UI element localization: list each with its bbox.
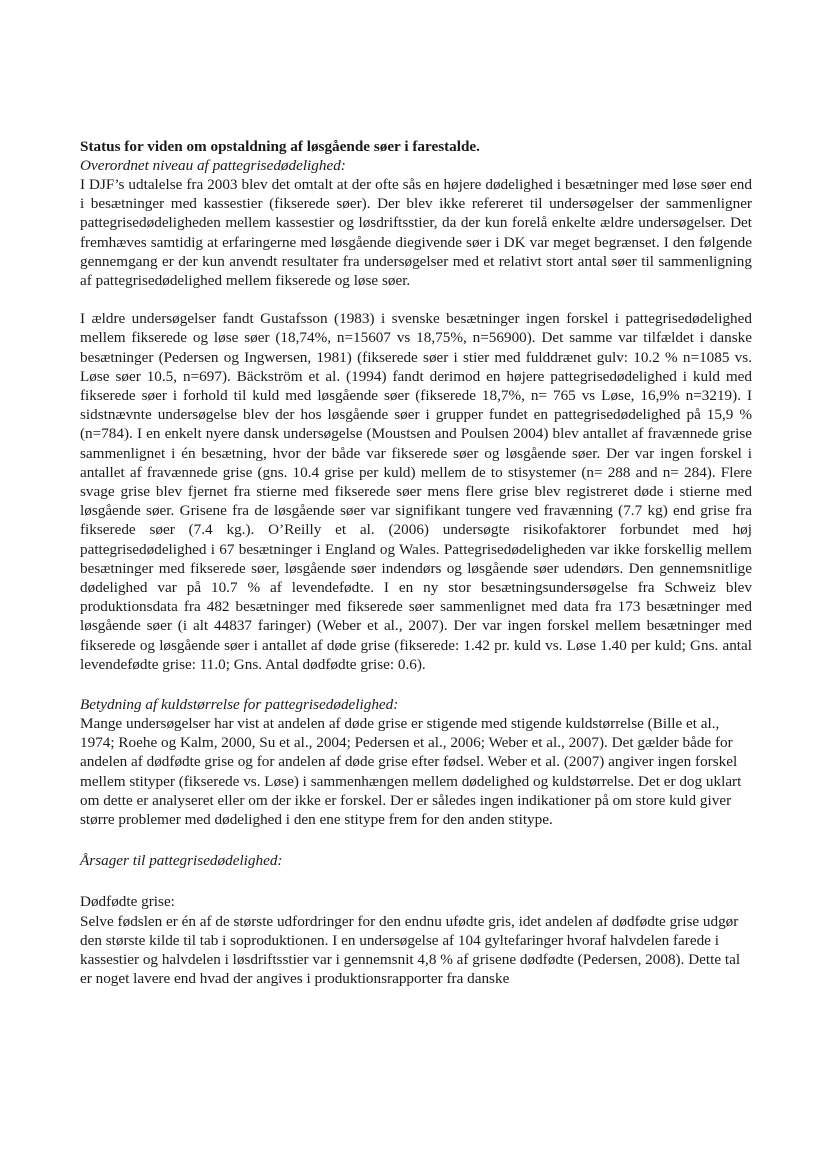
subheading-stillborn: Dødfødte grise: [80,893,175,911]
section-heading-causes: Årsager til pattegrisedødelighed: [80,852,283,870]
paragraph-djf-statement: I DJF’s udtalelse fra 2003 blev det omtalt at der ofte sås en højere dødelighed i besætninger med løse søer end i besætninger med kassestier (fikserede søer). Der blev ikke refereret til undersøgelser der sammenligner pattegrisedødeligheden mellem kassestier og løsdriftsstier, da der kun forelå enkelte ældre undersøgelser. Det fremhæves samtidig at erfaringerne med løsgående diegivende søer i DK var meget begrænset. I den følgende gennemgang er der kun anvendt resultater fra undersøgelser med et relativt stort antal søer til sammenligning af pattegrisedødelighed mellem fikserede og løse søer. [80,176,752,290]
paragraph-litter-size: Mange undersøgelser har vist at andelen af døde grise er stigende med stigende kuldstørrelse (Bille et al., 1974; Roehe og Kalm, 2000, Su et al., 2004; Pedersen et al., 2006; Weber et al., 2007). Det gælder både for andelen af dødfødte grise og for andelen af døde grise efter fødsel. Weber et al. (2007) angiver ingen forskel mellem stityper (fikserede vs. Løse) i sammenhængen mellem dødelighed og kuldstørrelse. Det er dog uklart om dette er analyseret eller om der ikke er forskel. Der er således ingen indikationer på om store kuld giver større problemer med dødelighed i den ene stitype frem for den anden stitype. [80,715,742,829]
paragraph-older-studies: I ældre undersøgelser fandt Gustafsson (1983) i svenske besætninger ingen forskel i pattegrisedødelighed mellem fikserede og løse søer (18,74%, n=15607 vs 18,75%, n=56900). Det samme var tilfældet i danske besætninger (Pedersen og Ingwersen, 1981) (fikserede søer i stier med fulddrænet gulv: 10.2 % n=1085 vs. Løse søer 10.5, n=697). Bäckström et al. (1994) fandt derimod en højere pattegrisedødelighed i kuld med fikserede søer i forhold til kuld med løsgående søer (fikserede 18,7%, n= 765 vs Løse, 16,9% n=3219). I sidstnævnte undersøgelse blev der hos løsgående søer i grupper fundet en pattegrisedødelighed på 15,9 % (n=784). I en enkelt nyere dansk undersøgelse (Moustsen and Poulsen 2004) blev antallet af fravænnede grise sammenlignet i én besætning, hvor der både var fikserede søer og løsgående søer. Der var ingen forskel i antallet af fravænnede grise (gns. 10.4 grise per kuld) mellem de to stisystemer (n= 288 and n= 284). Flere svage grise blev fjernet fra stierne med fikserede søer mens flere grise blev registreret døde i stierne med løsgående søer. Grisene fra de løsgående søer var signifikant tungere ved fravænning (7.7 kg) end grise fra fikserede søer (7.4 kg.). O’Reilly et al. (2006) undersøgte risikofaktorer forbundet med høj pattegrisedødelighed i 67 besætninger i England og Wales. Pattegrisedødeligheden var ikke forskellig mellem besætninger med fikserede søer, løsgående søer indendørs og løsgående søer udendørs. Den gennemsnitlige dødelighed var på 10.7 % af levendefødte. I en ny stor besætningsundersøgelse fra Schweiz blev produktionsdata fra 482 besætninger med fikserede søer sammenlignet med data fra 173 besætninger med løsgående søer (i alt 44837 faringer) (Weber et al., 2007). Der var ingen forskel mellem besætninger med fikserede og løsgående søer i antallet af døde grise (fikserede: 1.42 pr. kuld vs. Løse 1.40 per kuld; Gns. antal levendefødte grise: 11.0; Gns. Antal dødfødte grise: 0.6). [80,310,752,673]
paragraph-stillborn: Selve fødslen er én af de største udfordringer for den endnu ufødte gris, idet andelen af dødfødte grise udgør den største kilde til tab i soproduktionen. I en undersøgelse af 104 gyltefaringer hvoraf halvdelen farede i kassestier og halvdelen i løsdriftsstier var i gennemsnit 4,8 % af grisene dødfødte (Pedersen, 2008). Dette tal er noget lavere end hvad der angives i produktionsrapporter fra danske [80,912,741,988]
document-page [80,137,752,988]
section-heading-overall-mortality: Overordnet niveau af pattegrisedødelighed: [80,157,346,174]
section-heading-litter-size: Betydning af kuldstørrelse for pattegrisedødelighed: [80,696,399,714]
document-title: Status for viden om opstaldning af løsgående søer i farestalde. [80,138,480,155]
